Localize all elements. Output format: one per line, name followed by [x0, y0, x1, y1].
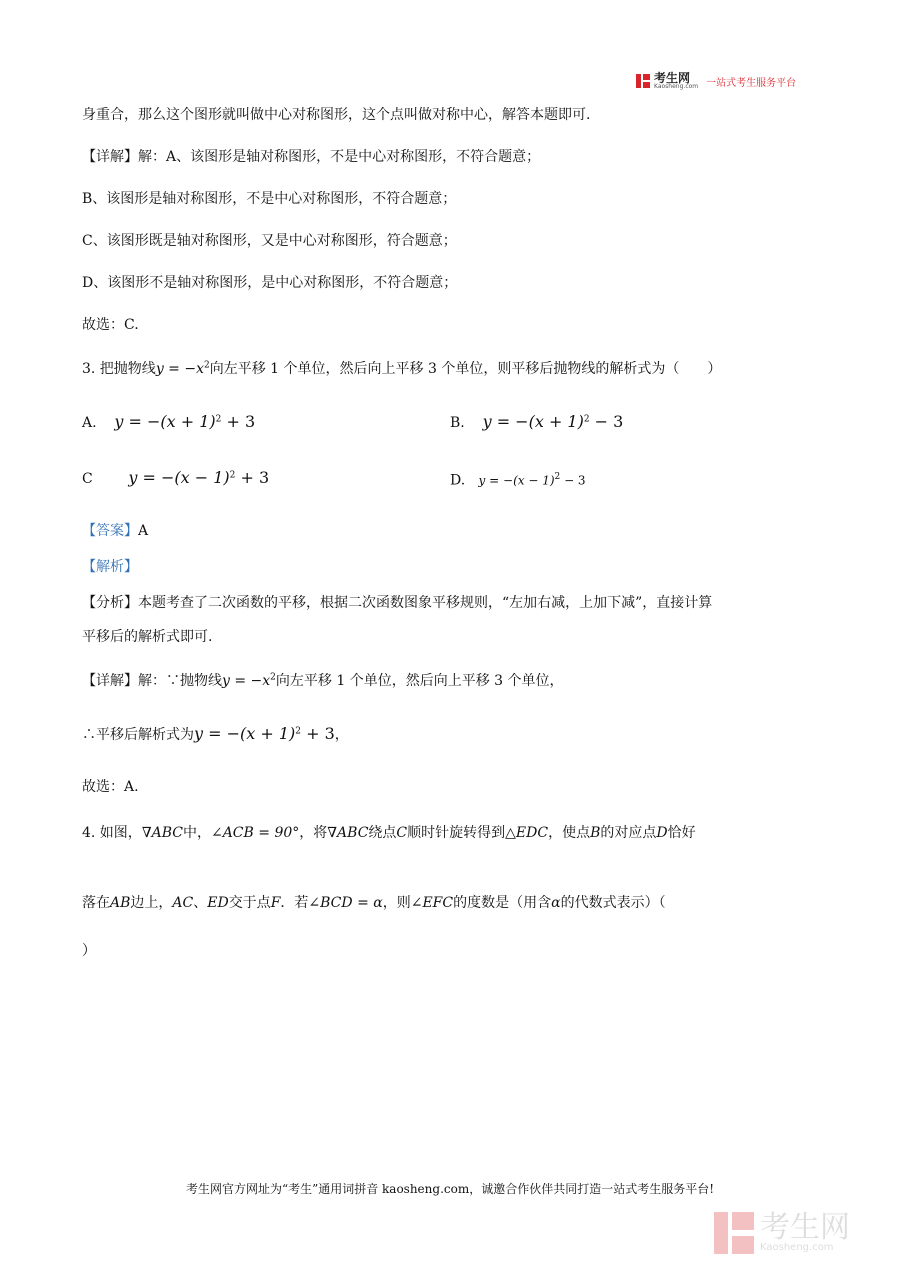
- option-d: D. $y = -(x - 1)^2 - 3$: [450, 472, 586, 489]
- header-logo: [636, 72, 796, 90]
- option-c: C $y = -(x - 1)^2 + 3$: [82, 468, 270, 487]
- watermark: [714, 1212, 850, 1254]
- footer-text: 考生网官方网址为“考生”通用词拼音 kaosheng.com，诚邀合作伙伴共同打造一站式考生服务平台!: [185, 1182, 715, 1196]
- logo-name: 考生网: [654, 71, 691, 85]
- question-3: 3. 把抛物线$y = -x^2$向左平移 1 个单位，然后向上平移 3 个单位，则平移后抛物线的解析式为（ ）: [82, 360, 722, 377]
- text-line: 【详解】解：A、该图形是轴对称图形，不是中心对称图形，不符合题意；: [82, 149, 541, 165]
- question-4-line-2: 落在AB边上，AC、ED交于点F．若∠BCD = α，则∠EFC的度数是（用含α的代数式表示）（: [82, 895, 666, 911]
- watermark-name: 考生网: [760, 1210, 850, 1245]
- answer-tag: 【答案】: [82, 523, 138, 539]
- logo-slogan: 一站式考生服务平台: [706, 77, 797, 89]
- text-line: 【分析】本题考查了二次函数的平移，根据二次函数图象平移规则，“左加右减，上加下减”，直接计算: [82, 595, 713, 611]
- text-line: D、该图形不是轴对称图形，是中心对称图形，不符合题意；: [82, 275, 458, 291]
- text-line: 故选：C.: [82, 317, 139, 333]
- option-a: A. $y = -(x + 1)^2 + 3$: [82, 412, 256, 431]
- therefore-line: ∴平移后解析式为$y = -(x + 1)^2 + 3$，: [82, 724, 349, 743]
- text-line: B、该图形是轴对称图形，不是中心对称图形，不符合题意；: [82, 191, 457, 207]
- text-line: 平移后的解析式即可.: [82, 629, 213, 645]
- question-4-line-3: ）: [82, 943, 96, 959]
- answer-line: 【答案】A: [82, 523, 149, 539]
- logo-icon: [636, 74, 650, 88]
- text-line: 故选：A.: [82, 779, 139, 795]
- watermark-logo-icon: [714, 1212, 754, 1254]
- option-b: B. $y = -(x + 1)^2 - 3$: [450, 412, 624, 431]
- text-line: C、该图形既是轴对称图形，又是中心对称图形，符合题意；: [82, 233, 457, 249]
- analysis-tag: 【解析】: [82, 559, 138, 575]
- text-line: 身重合，那么这个图形就叫做中心对称图形，这个点叫做对称中心，解答本题即可.: [82, 107, 591, 123]
- logo-domain: Kaosheng.com: [654, 83, 699, 90]
- detail-line: 【详解】解：∵抛物线$y = -x^2$向左平移 1 个单位，然后向上平移 3 个单位，: [82, 672, 564, 689]
- watermark-domain: Kaosheng.com: [760, 1242, 834, 1253]
- question-4-line-1: 4. 如图，∇ABC中，∠ACB = 90°，将∇ABC绕点C顺时针旋转得到△EDC，使点B的对应点D恰好: [82, 825, 696, 841]
